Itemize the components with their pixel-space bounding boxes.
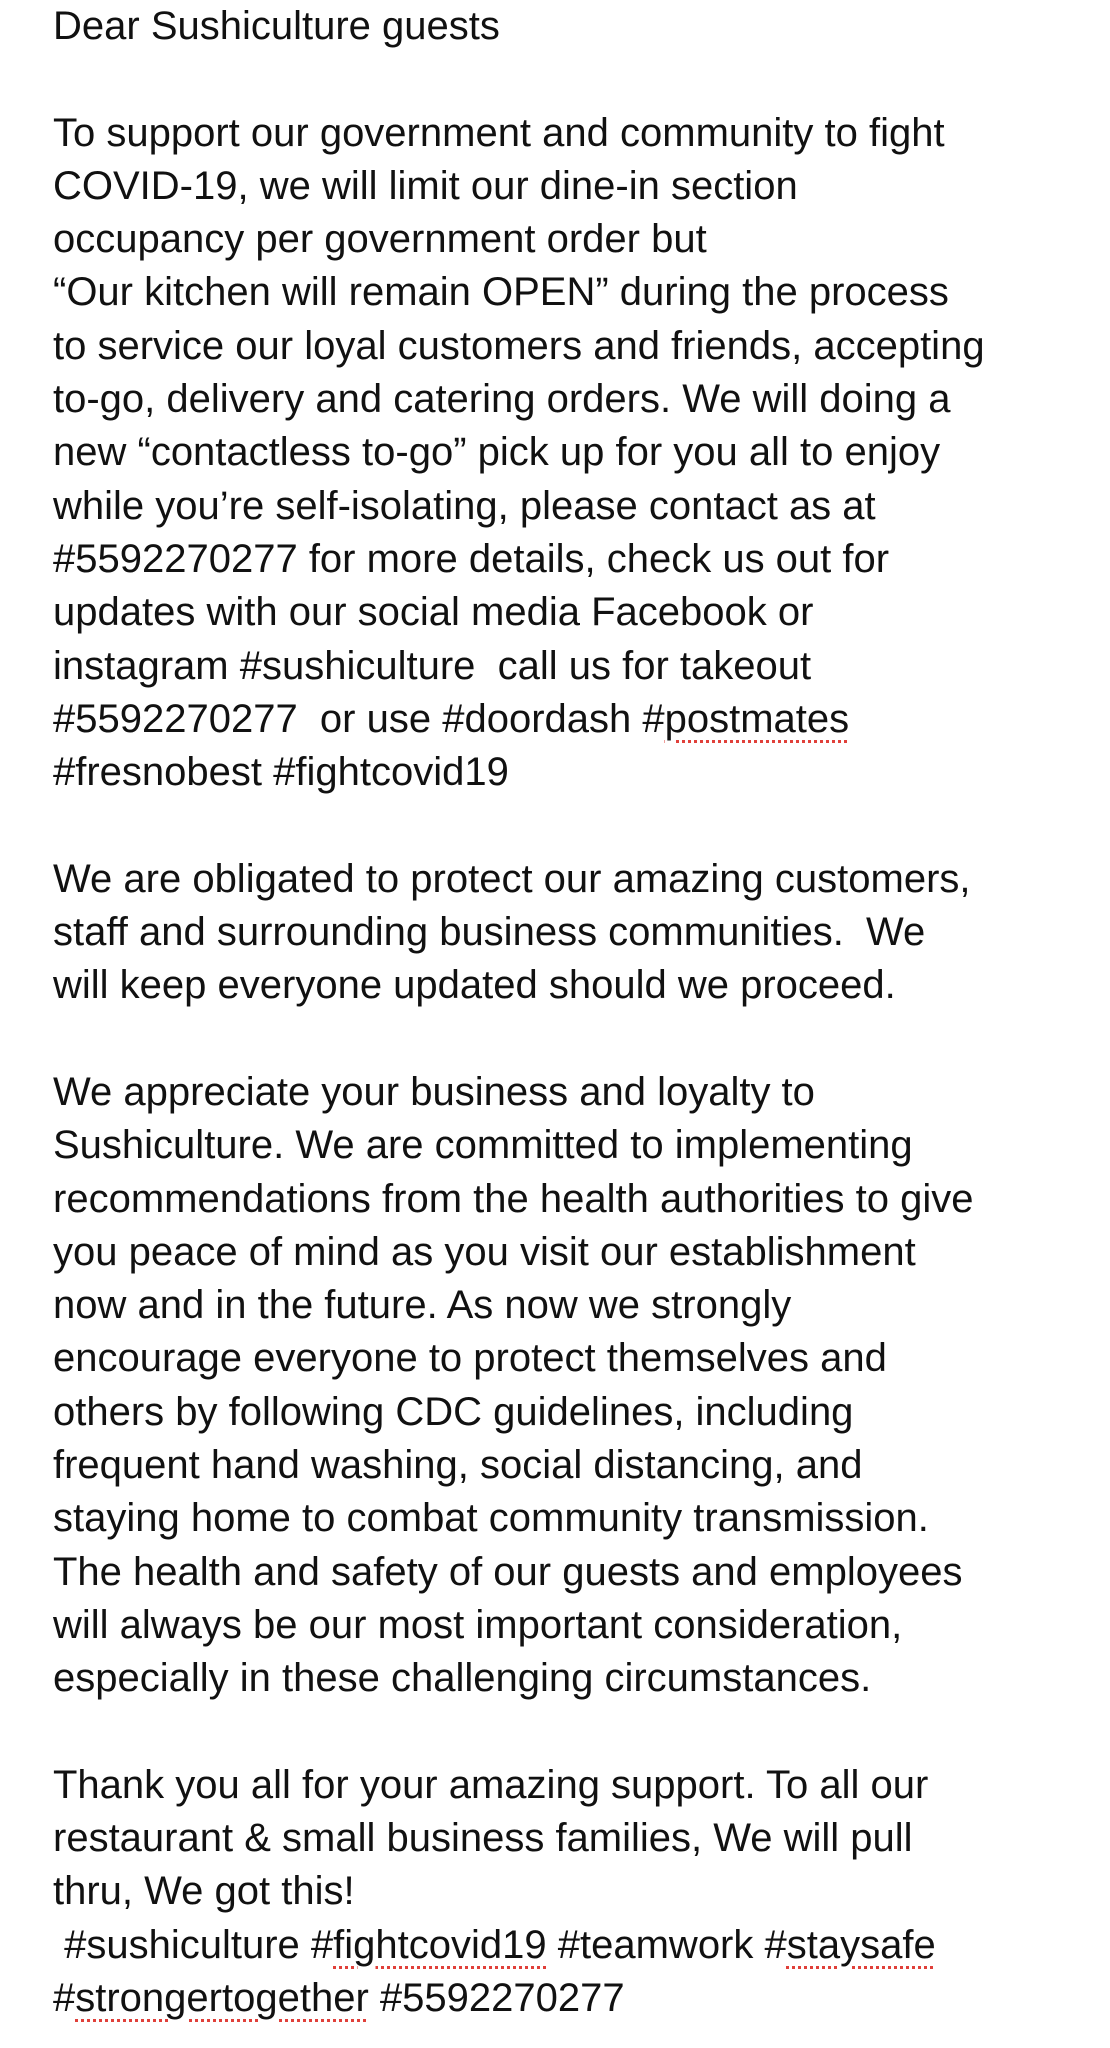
text-line: will keep everyone updated should we proceed. xyxy=(53,963,896,1008)
text-line: Thank you all for your amazing support. To all our xyxy=(53,1762,929,1807)
greeting: Dear Sushiculture guests xyxy=(53,4,500,48)
text-line: now and in the future. As now we strongly xyxy=(53,1283,792,1328)
text-line: #5592270277 for more details, check us out for xyxy=(53,536,890,581)
paragraph-gap xyxy=(53,1013,1103,1066)
text-line: others by following CDC guidelines, including xyxy=(53,1389,854,1434)
text-line: staff and surrounding business communities. We xyxy=(53,910,926,955)
text-segment: #sushiculture # xyxy=(53,1922,334,1967)
text-line: We are obligated to protect our amazing customers, xyxy=(53,856,971,901)
paragraph-gap xyxy=(53,1706,1103,1759)
paragraph-appreciation xyxy=(53,1066,1103,1706)
paragraph-covid-service xyxy=(53,107,1103,800)
spellcheck-word: postmates xyxy=(664,696,850,741)
text-line: thru, We got this! xyxy=(53,1869,355,1914)
notice-text xyxy=(53,0,1103,2025)
text-line: “Our kitchen will remain OPEN” during the process xyxy=(53,270,949,315)
text-line: to-go, delivery and catering orders. We will doing a xyxy=(53,377,951,422)
paragraph-thanks xyxy=(53,1759,1103,2025)
text-line: new “contactless to-go” pick up for you all to enjoy xyxy=(53,430,941,475)
spellcheck-word: strongertogether xyxy=(75,1975,369,2020)
text-line: #fresnobest #fightcovid19 xyxy=(53,750,509,795)
text-line: especially in these challenging circumstances. xyxy=(53,1656,872,1701)
paragraph-gap xyxy=(53,799,1103,852)
text-line: encourage everyone to protect themselves and xyxy=(53,1336,887,1381)
text-line: COVID-19, we will limit our dine-in section xyxy=(53,163,798,208)
text-line: To support our government and community to fight xyxy=(53,110,945,155)
text-line: instagram #sushiculture call us for takeout xyxy=(53,643,812,688)
text-segment: # xyxy=(53,1975,76,2020)
spellcheck-word: fightcovid19 xyxy=(333,1922,547,1967)
text-line: restaurant & small business families, We will pull xyxy=(53,1816,913,1861)
spellcheck-word: staysafe xyxy=(786,1922,936,1967)
text-line: to service our loyal customers and friends, accepting xyxy=(53,323,985,368)
text-line: while you’re self-isolating, please contact as at xyxy=(53,483,876,528)
text-line: The health and safety of our guests and employees xyxy=(53,1549,963,1594)
text-line: recommendations from the health authorities to give xyxy=(53,1176,974,1221)
text-line xyxy=(53,693,1103,746)
text-segment: #5592270277 xyxy=(368,1975,625,2020)
text-line: occupancy per government order but xyxy=(53,217,707,262)
text-line: Sushiculture. We are committed to implementing xyxy=(53,1123,913,1168)
text-line: We appreciate your business and loyalty to xyxy=(53,1069,815,1114)
paragraph-gap xyxy=(53,53,1103,106)
text-line: staying home to combat community transmission. xyxy=(53,1496,929,1541)
text-line: you peace of mind as you visit our establishment xyxy=(53,1229,916,1274)
text-line: will always be our most important consideration, xyxy=(53,1602,903,1647)
hashtag-line xyxy=(53,1972,1103,2025)
text-segment: #teamwork # xyxy=(546,1922,787,1967)
text-segment: #5592270277 or use #doordash # xyxy=(53,696,665,741)
text-line: updates with our social media Facebook or xyxy=(53,590,814,635)
paragraph-protection xyxy=(53,853,1103,1013)
text-line: frequent hand washing, social distancing, and xyxy=(53,1443,863,1488)
hashtag-line xyxy=(53,1919,1103,1972)
